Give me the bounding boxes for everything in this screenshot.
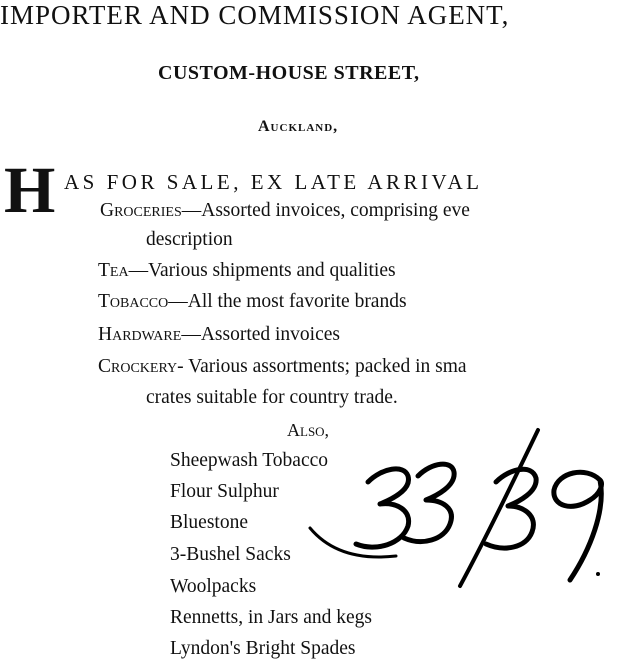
drop-cap: H bbox=[4, 154, 56, 227]
also-item: 3-Bushel Sacks bbox=[170, 544, 291, 565]
goods-desc: —Assorted invoices, comprising eve bbox=[181, 200, 470, 221]
also-item: Flour Sulphur bbox=[170, 481, 279, 502]
goods-name: Hardware bbox=[98, 324, 182, 345]
goods-desc: - Various assortments; packed in sma bbox=[177, 356, 467, 377]
goods-name: Tea bbox=[98, 260, 129, 281]
also-item: Sheepwash Tobacco bbox=[170, 450, 329, 471]
also-item: Rennetts, in Jars and kegs bbox=[170, 607, 373, 628]
also-item: Bluestone bbox=[170, 512, 248, 533]
goods-item-groceries-cont: description bbox=[146, 229, 233, 250]
goods-item-crockery-cont: crates suitable for country trade. bbox=[146, 387, 398, 408]
goods-item-hardware bbox=[98, 324, 340, 346]
also-item: Lyndon's Bright Spades bbox=[170, 638, 356, 659]
handwritten-annotation bbox=[300, 420, 636, 620]
street-address: CUSTOM-HOUSE STREET, bbox=[158, 62, 420, 84]
goods-name: Crockery bbox=[98, 356, 178, 377]
goods-desc: —Various shipments and qualities bbox=[128, 260, 396, 281]
goods-desc: —Assorted invoices bbox=[181, 324, 340, 345]
goods-name: Tobacco bbox=[98, 291, 169, 312]
also-item: Woolpacks bbox=[170, 576, 257, 597]
goods-desc: —All the most favorite brands bbox=[168, 291, 407, 312]
goods-name: Groceries bbox=[100, 200, 182, 221]
also-label: Also, bbox=[287, 420, 330, 440]
intro-line: AS FOR SALE, EX LATE ARRIVAL bbox=[64, 170, 483, 194]
page-title: IMPORTER AND COMMISSION AGENT, bbox=[0, 0, 510, 30]
goods-item-groceries bbox=[100, 200, 470, 222]
goods-item-tobacco bbox=[98, 291, 407, 313]
goods-item-crockery bbox=[98, 356, 467, 378]
city-name: Auckland, bbox=[258, 118, 339, 135]
goods-item-tea bbox=[98, 260, 396, 282]
